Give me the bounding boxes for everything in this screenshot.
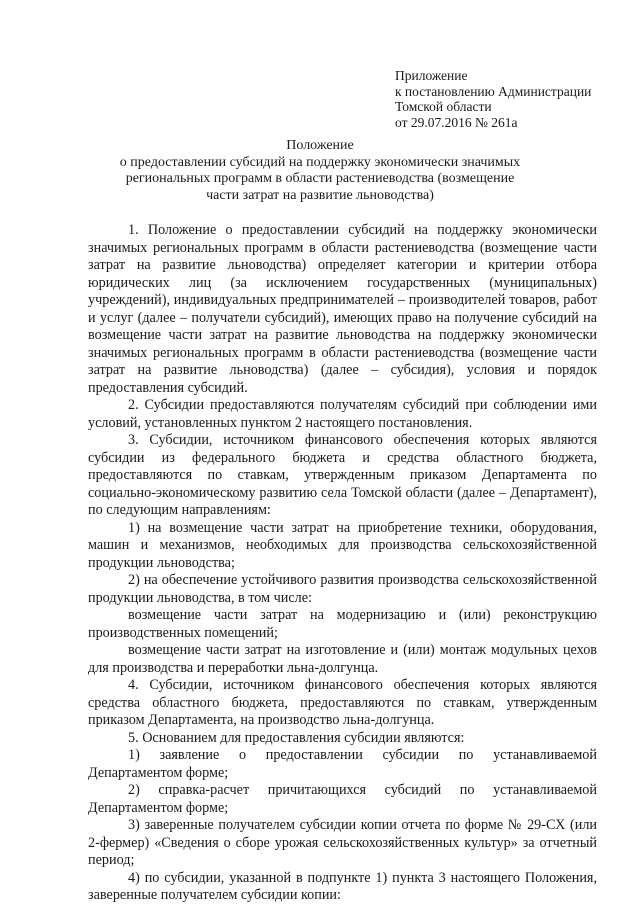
paragraph: 1) заявление о предоставлении субсидии по устанавливаемой Департаментом форме; xyxy=(88,747,597,781)
appendix-line: Приложение xyxy=(395,68,468,83)
paragraph: 2. Субсидии предоставляются получателям субсидий при соблюдении ими условий, установленных пунктом 2 настоящего постановления. xyxy=(88,397,597,431)
paragraph: 1) на возмещение части затрат на приобретение техники, оборудования, машин и механизмов, необходимых для производства сельскохозяйственной продукции льноводства; xyxy=(88,519,597,571)
paragraph: 1. Положение о предоставлении субсидий на поддержку экономически значимых региональных программ в области растениеводства (возмещение части затрат на развитие льноводства) определяет категории и критерии отбора юридических лиц (за исключением государственных (муниципальных) учреждений), индивидуальных предпринимателей – производителей товаров, работ и услуг (далее – получатели субсидий), имеющих право на получение субсидий на возмещение части затрат на развитие льноводства на поддержку экономически значимых региональных программ в области растениеводства (возмещение части затрат на развитие льноводства) (далее – субсидия), условия и порядок предоставления субсидий. xyxy=(88,222,597,396)
paragraph: 4) по субсидии, указанной в подпункте 1) пункта 3 настоящего Положения, заверенные получателем субсидии копии: xyxy=(88,869,597,903)
paragraph: возмещение части затрат на изготовление и (или) монтаж модульных цехов для производства и переработки льна-долгунца. xyxy=(88,642,597,676)
appendix-date: от 29.07.2016 № 261а xyxy=(395,114,518,130)
paragraph: 2) на обеспечение устойчивого развития производства сельскохозяйственной продукции льноводства, в том числе: xyxy=(88,572,597,606)
paragraph: 4. Субсидии, источником финансового обеспечения которых являются средства областного бюджета, предоставляются по ставкам, утвержденным приказом Департамента, на производство льна-долгунца. xyxy=(88,677,597,728)
appendix-line: Томской области xyxy=(395,99,492,114)
paragraph: 5. Основанием для предоставления субсидии являются: xyxy=(128,729,465,746)
appendix-line: к постановлению Администрации xyxy=(395,83,592,99)
paragraph: 2) справка-расчет причитающихся субсидий по устанавливаемой Департаментом форме; xyxy=(88,782,597,816)
document-title xyxy=(100,138,540,204)
document-body xyxy=(88,222,597,905)
paragraph: 3) заверенные получателем субсидии копии отчета по форме № 29-СХ (или 2-фермер) «Сведения о сборе урожая сельскохозяйственных культур» за отчетный период; xyxy=(88,817,597,868)
title-line: части затрат на развитие льноводства) xyxy=(206,187,434,203)
appendix-block xyxy=(395,68,625,130)
paragraph: возмещение части затрат на модернизацию и (или) реконструкцию производственных помещений; xyxy=(88,607,597,641)
title-line: о предоставлении субсидий на поддержку экономически значимых xyxy=(119,154,521,170)
title-line: региональных программ в области растениеводства (возмещение xyxy=(125,171,515,186)
paragraph: 3. Субсидии, источником финансового обеспечения которых являются субсидии из федерального бюджета и средства областного бюджета, предоставляются по ставкам, утвержденным приказом Департамента по социально-экономическому развитию села Томской области (далее – Департамент), по следующим направлениям: xyxy=(88,432,597,518)
title-heading: Положение xyxy=(286,138,354,153)
